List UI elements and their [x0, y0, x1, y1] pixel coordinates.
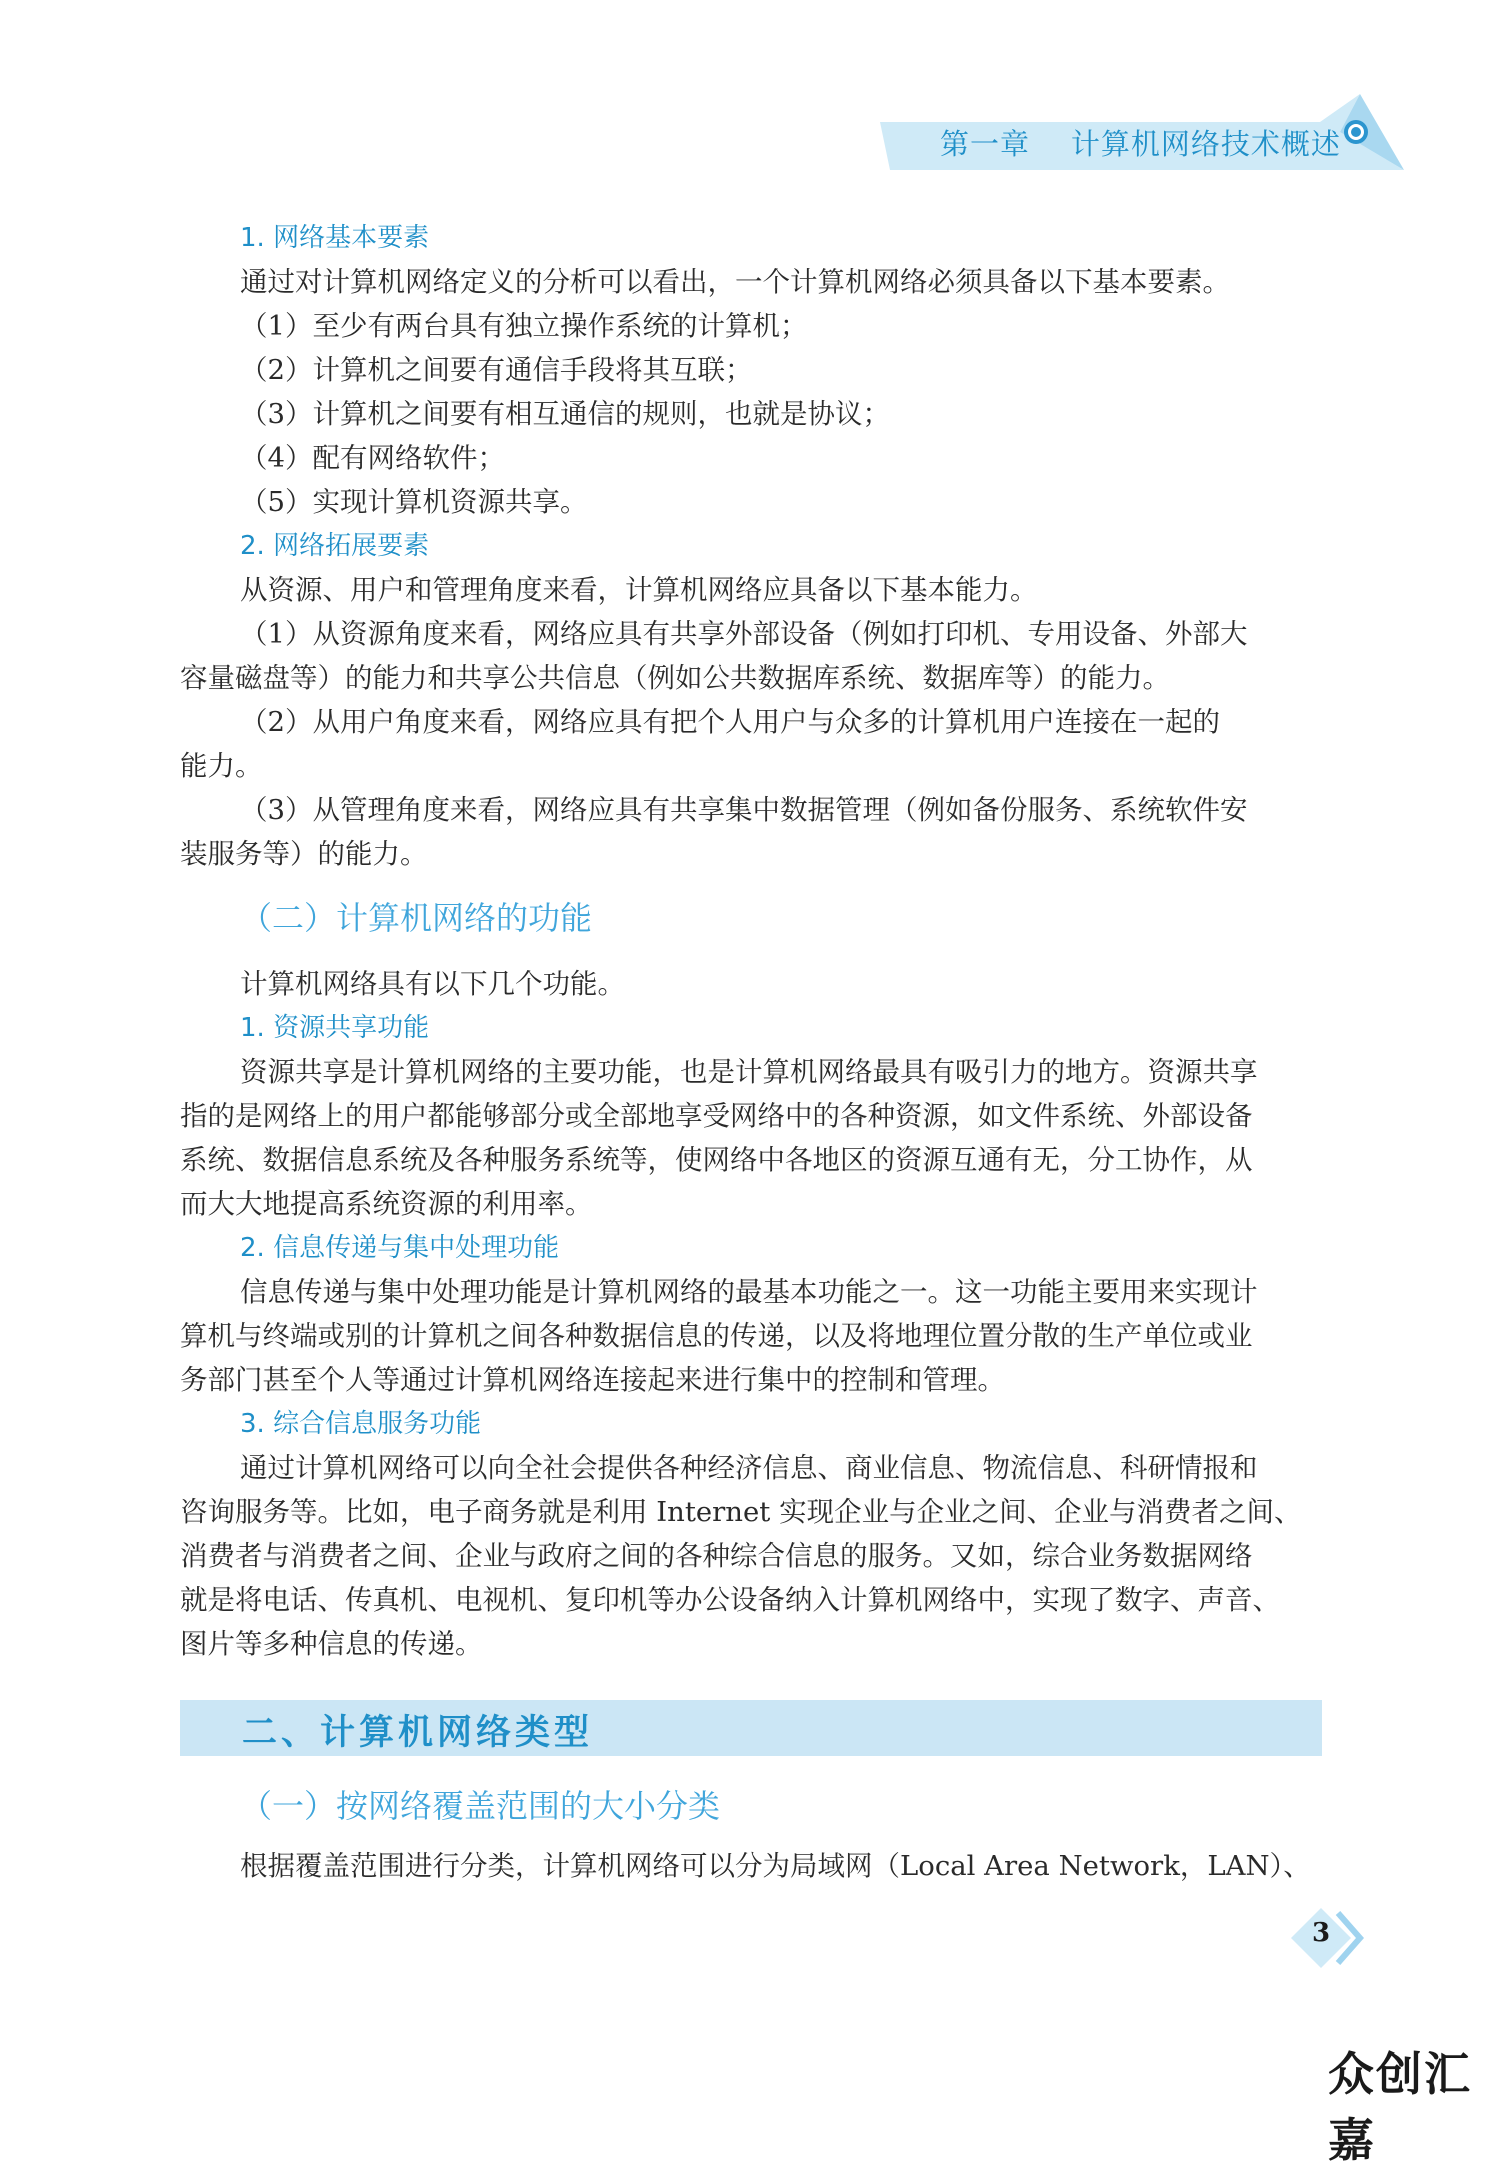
paragraph: 通过对计算机网络定义的分析可以看出，一个计算机网络必须具备以下基本要素。 [240, 266, 1230, 298]
paragraph: 计算机网络具有以下几个功能。 [240, 968, 625, 1000]
paragraph-line: 务部门甚至个人等通过计算机网络连接起来进行集中的控制和管理。 [180, 1364, 1005, 1396]
paragraph-line: 通过计算机网络可以向全社会提供各种经济信息、商业信息、物流信息、科研情报和 [240, 1452, 1258, 1484]
paragraph-line: （1）从资源角度来看，网络应具有共享外部设备（例如打印机、专用设备、外部大 [240, 618, 1248, 650]
subsection-heading-coverage: （一）按网络覆盖范围的大小分类 [240, 1787, 721, 1825]
paragraph-line: （2）从用户角度来看，网络应具有把个人用户与众多的计算机用户连接在一起的 [240, 706, 1220, 738]
paragraph-line: 消费者与消费者之间、企业与政府之间的各种综合信息的服务。又如，综合业务数据网络 [180, 1540, 1253, 1572]
heading-resource-sharing: 1. 资源共享功能 [240, 1013, 430, 1043]
chapter-title: 第一章 计算机网络技术概述 [940, 127, 1341, 161]
paragraph-line: 根据覆盖范围进行分类，计算机网络可以分为局域网（Local Area Network，LAN）、 [240, 1850, 1311, 1882]
paragraph-line: 容量磁盘等）的能力和共享公共信息（例如公共数据库系统、数据库等）的能力。 [180, 662, 1170, 694]
paragraph: 从资源、用户和管理角度来看，计算机网络应具备以下基本能力。 [240, 574, 1038, 606]
list-item: （4）配有网络软件； [240, 442, 505, 474]
heading-extend-elements: 2. 网络拓展要素 [240, 531, 430, 561]
page-body-lower [180, 1760, 1330, 1880]
heading-info-service: 3. 综合信息服务功能 [240, 1409, 482, 1439]
list-item: （1）至少有两台具有独立操作系统的计算机； [240, 310, 808, 342]
list-item: （3）计算机之间要有相互通信的规则，也就是协议； [240, 398, 890, 430]
paragraph-line: 而大大地提高系统资源的利用率。 [180, 1188, 593, 1220]
page-number: 3 [1311, 1918, 1331, 1948]
paragraph-line: 系统、数据信息系统及各种服务系统等，使网络中各地区的资源互通有无，分工协作，从 [180, 1144, 1253, 1176]
paragraph-line: 能力。 [180, 750, 263, 782]
paragraph-line: 指的是网络上的用户都能够部分或全部地享受网络中的各种资源，如文件系统、外部设备 [180, 1100, 1253, 1132]
list-item: （2）计算机之间要有通信手段将其互联； [240, 354, 753, 386]
paragraph-line: 就是将电话、传真机、电视机、复印机等办公设备纳入计算机网络中，实现了数字、声音、 [180, 1584, 1280, 1616]
watermark: 众创汇嘉 [1328, 2047, 1472, 2167]
heading-basic-elements: 1. 网络基本要素 [240, 223, 430, 253]
paragraph-line: 图片等多种信息的传递。 [180, 1628, 483, 1660]
paragraph-line: 算机与终端或别的计算机之间各种数据信息的传递，以及将地理位置分散的生产单位或业 [180, 1320, 1253, 1352]
paragraph-line: 咨询服务等。比如，电子商务就是利用 Internet 实现企业与企业之间、企业与消费者之间、 [180, 1496, 1302, 1528]
paragraph-line: （3）从管理角度来看，网络应具有共享集中数据管理（例如备份服务、系统软件安 [240, 794, 1248, 826]
paragraph-line: 装服务等）的能力。 [180, 838, 428, 870]
paragraph-line: 资源共享是计算机网络的主要功能，也是计算机网络最具有吸引力的地方。资源共享 [240, 1056, 1258, 1088]
page-body [180, 0, 1330, 1700]
subsection-heading-functions: （二）计算机网络的功能 [240, 899, 593, 937]
section-title: 二、计算机网络类型 [242, 1713, 594, 1753]
heading-info-transfer: 2. 信息传递与集中处理功能 [240, 1233, 560, 1263]
paragraph-line: 信息传递与集中处理功能是计算机网络的最基本功能之一。这一功能主要用来实现计 [240, 1276, 1258, 1308]
list-item: （5）实现计算机资源共享。 [240, 486, 588, 518]
